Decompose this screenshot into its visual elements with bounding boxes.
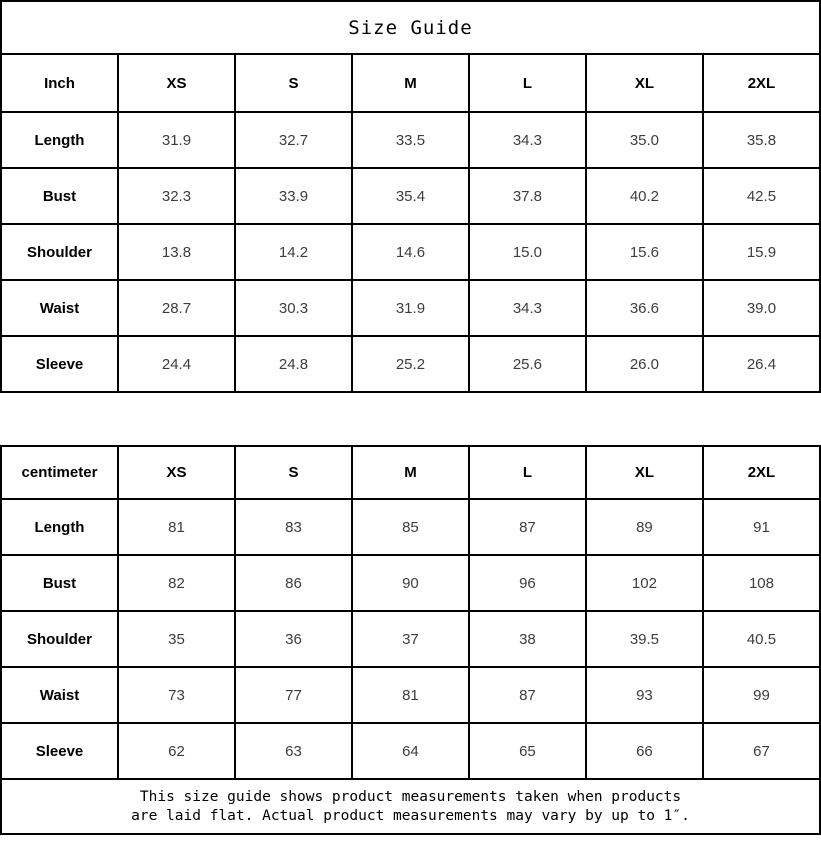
size-value: 32.7	[235, 112, 352, 168]
table-row-inch-waist	[1, 280, 820, 336]
size-value: 14.2	[235, 224, 352, 280]
table-row-inch-shoulder	[1, 224, 820, 280]
page-title: Size Guide	[1, 1, 820, 54]
size-value: 99	[703, 667, 820, 723]
size-value: 15.6	[586, 224, 703, 280]
size-value: 102	[586, 555, 703, 611]
unit-header-inch: Inch	[1, 54, 118, 112]
row-label: Shoulder	[1, 224, 118, 280]
size-value: 90	[352, 555, 469, 611]
title-row	[1, 1, 820, 54]
size-value: 87	[469, 499, 586, 555]
table-row-cm-length	[1, 499, 820, 555]
table-row-inch-bust	[1, 168, 820, 224]
size-value: 28.7	[118, 280, 235, 336]
size-value: 36.6	[586, 280, 703, 336]
table-gap	[0, 393, 821, 445]
size-value: 13.8	[118, 224, 235, 280]
size-value: 42.5	[703, 168, 820, 224]
table-row-cm-waist	[1, 667, 820, 723]
size-value: 40.5	[703, 611, 820, 667]
size-value: 87	[469, 667, 586, 723]
row-label: Length	[1, 112, 118, 168]
size-header-s: S	[235, 54, 352, 112]
size-header-xs: XS	[118, 446, 235, 499]
footer-row	[1, 779, 820, 834]
size-value: 26.4	[703, 336, 820, 392]
size-value: 25.6	[469, 336, 586, 392]
size-value: 34.3	[469, 112, 586, 168]
size-value: 73	[118, 667, 235, 723]
size-value: 37.8	[469, 168, 586, 224]
table-row-cm-shoulder	[1, 611, 820, 667]
size-value: 81	[352, 667, 469, 723]
size-value: 65	[469, 723, 586, 779]
row-label: Waist	[1, 667, 118, 723]
table-row-cm-sleeve	[1, 723, 820, 779]
size-value: 36	[235, 611, 352, 667]
footer-note-line1: This size guide shows product measurements taken when products	[139, 788, 682, 805]
size-value: 35.8	[703, 112, 820, 168]
size-header-xl: XL	[586, 54, 703, 112]
row-label: Length	[1, 499, 118, 555]
row-label: Sleeve	[1, 336, 118, 392]
size-value: 30.3	[235, 280, 352, 336]
size-value: 64	[352, 723, 469, 779]
size-value: 66	[586, 723, 703, 779]
size-value: 15.0	[469, 224, 586, 280]
size-value: 82	[118, 555, 235, 611]
size-header-2xl: 2XL	[703, 446, 820, 499]
size-value: 33.9	[235, 168, 352, 224]
unit-header-centimeter: centimeter	[1, 446, 118, 499]
size-value: 83	[235, 499, 352, 555]
row-label: Shoulder	[1, 611, 118, 667]
size-value: 40.2	[586, 168, 703, 224]
size-header-m: M	[352, 54, 469, 112]
size-value: 38	[469, 611, 586, 667]
inch-size-table	[0, 0, 821, 393]
inch-header-row	[1, 54, 820, 112]
size-value: 31.9	[352, 280, 469, 336]
size-value: 89	[586, 499, 703, 555]
size-header-l: L	[469, 54, 586, 112]
size-header-l: L	[469, 446, 586, 499]
size-value: 62	[118, 723, 235, 779]
size-value: 37	[352, 611, 469, 667]
size-header-s: S	[235, 446, 352, 499]
size-value: 85	[352, 499, 469, 555]
size-value: 39.0	[703, 280, 820, 336]
size-value: 33.5	[352, 112, 469, 168]
size-value: 86	[235, 555, 352, 611]
row-label: Bust	[1, 168, 118, 224]
size-value: 35	[118, 611, 235, 667]
row-label: Sleeve	[1, 723, 118, 779]
cm-header-row	[1, 446, 820, 499]
table-row-inch-sleeve	[1, 336, 820, 392]
size-value: 15.9	[703, 224, 820, 280]
size-header-m: M	[352, 446, 469, 499]
size-value: 24.4	[118, 336, 235, 392]
size-value: 26.0	[586, 336, 703, 392]
size-header-xl: XL	[586, 446, 703, 499]
size-value: 34.3	[469, 280, 586, 336]
size-value: 14.6	[352, 224, 469, 280]
size-value: 32.3	[118, 168, 235, 224]
size-value: 35.0	[586, 112, 703, 168]
size-value: 81	[118, 499, 235, 555]
size-value: 93	[586, 667, 703, 723]
footer-note-line2: are laid flat. Actual product measurements may vary by up to 1″.	[131, 807, 690, 824]
size-value: 25.2	[352, 336, 469, 392]
row-label: Bust	[1, 555, 118, 611]
size-value: 35.4	[352, 168, 469, 224]
size-value: 39.5	[586, 611, 703, 667]
size-value: 108	[703, 555, 820, 611]
size-header-2xl: 2XL	[703, 54, 820, 112]
size-value: 96	[469, 555, 586, 611]
size-value: 24.8	[235, 336, 352, 392]
centimeter-size-table	[0, 445, 821, 835]
footer-note	[1, 779, 820, 834]
size-value: 63	[235, 723, 352, 779]
row-label: Waist	[1, 280, 118, 336]
size-header-xs: XS	[118, 54, 235, 112]
table-row-cm-bust	[1, 555, 820, 611]
table-row-inch-length	[1, 112, 820, 168]
size-value: 91	[703, 499, 820, 555]
size-value: 31.9	[118, 112, 235, 168]
size-value: 67	[703, 723, 820, 779]
size-value: 77	[235, 667, 352, 723]
